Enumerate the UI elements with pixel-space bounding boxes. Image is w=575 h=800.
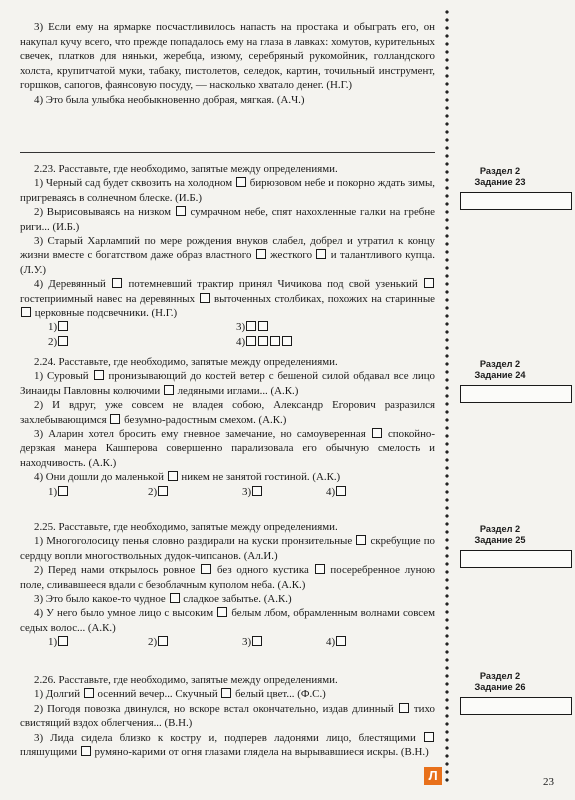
- side-task-label: Задание 24: [474, 370, 526, 380]
- comma-checkbox[interactable]: [168, 471, 178, 481]
- side-label-24: [458, 359, 568, 381]
- sentence-item: [20, 398, 435, 427]
- task-2-25: [20, 520, 435, 651]
- comma-checkbox[interactable]: [200, 293, 210, 303]
- answer-option: [236, 335, 293, 349]
- sentence-text: гостеприимный навес на деревянных: [20, 292, 199, 305]
- publisher-logo: Л: [424, 767, 442, 785]
- answer-option-label: 2): [148, 636, 158, 649]
- sentence-text: безумно-радостным смехом. (А.К.): [121, 413, 287, 426]
- comma-checkbox[interactable]: [201, 564, 211, 574]
- answer-checkbox[interactable]: [58, 336, 68, 346]
- comma-checkbox[interactable]: [316, 249, 326, 259]
- answer-option-label: 2): [148, 485, 158, 498]
- answer-field-25[interactable]: [460, 550, 572, 568]
- answer-option: [236, 320, 269, 334]
- page-number: 23: [543, 776, 554, 788]
- sentence-text: бирюзовом небе и покорно ждать зимы, пригреваясь в солнечном блеске. (И.Б.): [20, 177, 436, 204]
- answer-option: [48, 320, 69, 334]
- sentence-text: 3) Это было какое-то чудное: [34, 593, 169, 606]
- sentence-text: церковные подсвечники. (Н.Г.): [32, 307, 178, 320]
- sentence-text: 4) Они дошли до маленькой: [34, 471, 167, 484]
- sentence-text: 1) Долгий: [34, 688, 83, 701]
- sentence-item: [20, 277, 435, 320]
- side-label-23: [458, 166, 568, 188]
- sentence-item: [20, 369, 435, 398]
- sentence-item: [20, 470, 435, 484]
- comma-checkbox[interactable]: [315, 564, 325, 574]
- sentence-item: [20, 563, 435, 592]
- answer-checkbox[interactable]: [58, 321, 68, 331]
- sentence-text: 2) Перед нами открылось ровное: [34, 564, 201, 577]
- sentence-text: белый цвет... (Ф.С.): [232, 688, 326, 701]
- comma-checkbox[interactable]: [217, 607, 227, 617]
- sentence-item: [20, 731, 435, 760]
- answer-option-label: 1): [48, 321, 58, 334]
- answer-field-24[interactable]: [460, 385, 572, 403]
- answer-checkbox[interactable]: [252, 486, 262, 496]
- task-2-26: [20, 673, 435, 759]
- side-task-label: Задание 25: [474, 535, 526, 545]
- answer-checkbox[interactable]: [336, 636, 346, 646]
- sentence-text: 3) Старый Харлампий по мере рождения внуков слабел, добрел и утратил к концу жизни вместе с богатством даже образ властного: [20, 235, 435, 262]
- comma-checkbox[interactable]: [81, 746, 91, 756]
- answer-checkbox[interactable]: [270, 336, 280, 346]
- comma-checkbox[interactable]: [112, 278, 122, 288]
- sentence-text: 3) Лида сидела близко к костру и, подперев ладонями лицо, блестящими: [34, 731, 423, 744]
- sentence-text: 2) И вдруг, уже совсем не владея собою, Александр Егорович разразился захлебывающимся: [20, 399, 435, 426]
- answer-row: [20, 320, 435, 350]
- sentence-text: сладкое забытье. (А.К.): [180, 593, 292, 606]
- section-divider: [20, 152, 435, 153]
- answer-checkbox[interactable]: [258, 336, 268, 346]
- answer-checkbox[interactable]: [58, 636, 68, 646]
- sentence-text: ледяными иглами... (А.К.): [174, 384, 299, 397]
- comma-checkbox[interactable]: [110, 414, 120, 424]
- sentence-text: 1) Суровый: [34, 370, 93, 383]
- comma-checkbox[interactable]: [176, 206, 186, 216]
- answer-option-label: 4): [326, 485, 336, 498]
- comma-checkbox[interactable]: [221, 688, 231, 698]
- side-task-label: Задание 23: [474, 177, 526, 187]
- answer-option-label: 3): [242, 636, 252, 649]
- sentence-text: без одного кустика: [212, 564, 314, 577]
- side-section-label: Раздел 2: [479, 166, 521, 176]
- sentence-text: никем не занятой гостиной. (А.К.): [178, 471, 341, 484]
- answer-option-label: 4): [236, 336, 246, 349]
- sentence-text: жесткого: [266, 249, 316, 262]
- sentence-item: [20, 234, 435, 277]
- task-2-23: [20, 162, 435, 350]
- fragment-item-3: 3) Если ему на ярмарке посчастливилось напасть на простака и обыграть его, он накупал кучу всего, что прежде попадалось ему на глаза в лавках: хомутов, курительных свечек, платков для няньки, жеребца, изюму, серебряный рукомойник, голландского холста, крупитчатой муки, табаку, пистолетов, селедок, картин, точильный инструмент, горшков, сапогов, фаянсовую посуду, — насколько хватало денег. (Н.Г.): [20, 21, 435, 92]
- comma-checkbox[interactable]: [256, 249, 266, 259]
- answer-option: [48, 335, 69, 349]
- sentence-item: [20, 176, 435, 205]
- task-heading: 2.25. Расставьте, где необходимо, запятые между определениями.: [34, 521, 338, 533]
- side-section-label: Раздел 2: [479, 671, 521, 681]
- cut-line-dotted: [445, 8, 449, 783]
- sentence-text: осенний вечер... Скучный: [94, 688, 221, 701]
- answer-option-label: 2): [48, 336, 58, 349]
- answer-checkbox[interactable]: [246, 321, 256, 331]
- sentence-text: 1) Черный сад будет сквозить на холодном: [34, 177, 235, 190]
- answer-option: [326, 485, 347, 499]
- sentence-text: 1) Многоголосицу пенья словно раздирали на куски пронзительные: [34, 535, 356, 548]
- side-section-label: Раздел 2: [479, 524, 521, 534]
- comma-checkbox[interactable]: [424, 278, 434, 288]
- comma-checkbox[interactable]: [170, 593, 180, 603]
- fragment-item-4: 4) Это была улыбка необыкновенно добрая, мягкая. (А.Ч.): [34, 93, 305, 106]
- sentence-text: 2) Вырисовываясь на низком: [34, 206, 175, 219]
- answer-checkbox[interactable]: [58, 486, 68, 496]
- answer-option-label: 1): [48, 636, 58, 649]
- answer-checkbox[interactable]: [258, 321, 268, 331]
- answer-option: [326, 635, 347, 649]
- answer-option-label: 1): [48, 485, 58, 498]
- sentence-item: [20, 427, 435, 470]
- sentence-text: скребущие по сердцу вопли многоствольных дудок-чипсанов. (Ал.И.): [20, 535, 435, 562]
- sentence-text: спокойно-дерзкая манера Кашперова совершенно парализовала его обычную смелость и находчивость. (А.К.): [20, 428, 435, 469]
- answer-option-label: 3): [242, 485, 252, 498]
- comma-checkbox[interactable]: [236, 177, 246, 187]
- answer-checkbox[interactable]: [282, 336, 292, 346]
- answer-row: [20, 635, 435, 651]
- answer-checkbox[interactable]: [158, 486, 168, 496]
- sentence-item: [20, 687, 435, 701]
- answer-option: [148, 485, 169, 499]
- sentence-text: белым лбом, обрамленным волнами совсем седых волос... (А.К.): [20, 607, 435, 634]
- sentence-item: [20, 534, 435, 563]
- answer-option: [148, 635, 169, 649]
- sentence-text: 4) У него было умное лицо с высоким: [34, 607, 217, 620]
- comma-checkbox[interactable]: [399, 703, 409, 713]
- task-2-24: [20, 355, 435, 501]
- answer-checkbox[interactable]: [158, 636, 168, 646]
- comma-checkbox[interactable]: [164, 385, 174, 395]
- sentence-text: выточенных столбиках, похожих на старинные: [210, 292, 435, 305]
- sentence-text: румяно-карими от огня глазами глядела на вырывавшиеся искры. (В.Н.): [91, 746, 429, 759]
- sentence-text: и талантливого купца. (Л.У.): [20, 249, 435, 276]
- task-heading: 2.24. Расставьте, где необходимо, запятые между определениями.: [34, 356, 338, 368]
- comma-checkbox[interactable]: [372, 428, 382, 438]
- answer-row: [20, 485, 435, 501]
- sentence-text: 2) Погодя повозка двинулся, но вскоре встал окончательно, издав длинный: [34, 702, 398, 715]
- sentence-item: [20, 702, 435, 731]
- answer-field-23[interactable]: [460, 192, 572, 210]
- answer-option: [242, 485, 263, 499]
- side-label-26: [458, 671, 568, 693]
- top-fragment: [20, 20, 435, 108]
- task-heading: 2.26. Расставьте, где необходимо, запятые между определениями.: [34, 674, 338, 686]
- sentence-text: потемневший трактир принял Чичикова под свой узенький: [123, 278, 423, 291]
- sentence-text: пляшущими: [20, 746, 80, 759]
- side-section-label: Раздел 2: [479, 359, 521, 369]
- sentence-text: 4) Деревянный: [34, 278, 112, 291]
- task-heading: 2.23. Расставьте, где необходимо, запятые между определениями.: [34, 163, 338, 175]
- answer-field-26[interactable]: [460, 697, 572, 715]
- sentence-text: 3) Аларин хотел бросить ему гневное замечание, но самоуверенная: [34, 428, 371, 441]
- answer-option: [242, 635, 263, 649]
- side-task-label: Задание 26: [474, 682, 526, 692]
- comma-checkbox[interactable]: [356, 535, 366, 545]
- answer-option: [48, 635, 69, 649]
- side-label-25: [458, 524, 568, 546]
- sentence-text: пронизывающий до костей ветер с бешеной силой обдавал все лицо Зинаиды Павловны колючими: [20, 370, 435, 397]
- answer-option: [48, 485, 69, 499]
- sentence-item: [20, 205, 435, 234]
- sentence-text: сумрачном небе, спят нахохленные галки на гребне риги... (И.Б.): [20, 206, 436, 233]
- answer-checkbox[interactable]: [246, 336, 256, 346]
- answer-option-label: 4): [326, 636, 336, 649]
- comma-checkbox[interactable]: [21, 307, 31, 317]
- sentence-item: [20, 592, 435, 606]
- comma-checkbox[interactable]: [424, 732, 434, 742]
- comma-checkbox[interactable]: [84, 688, 94, 698]
- sentence-text: посеребренное луною поле, сливавшееся вдали с безоблачным куполом неба. (А.К.): [20, 564, 435, 591]
- sentence-text: тихо свистящий вздох облегчения... (В.Н.): [20, 702, 435, 730]
- answer-checkbox[interactable]: [252, 636, 262, 646]
- answer-checkbox[interactable]: [336, 486, 346, 496]
- answer-option-label: 3): [236, 321, 246, 334]
- comma-checkbox[interactable]: [94, 370, 104, 380]
- sentence-item: [20, 606, 435, 635]
